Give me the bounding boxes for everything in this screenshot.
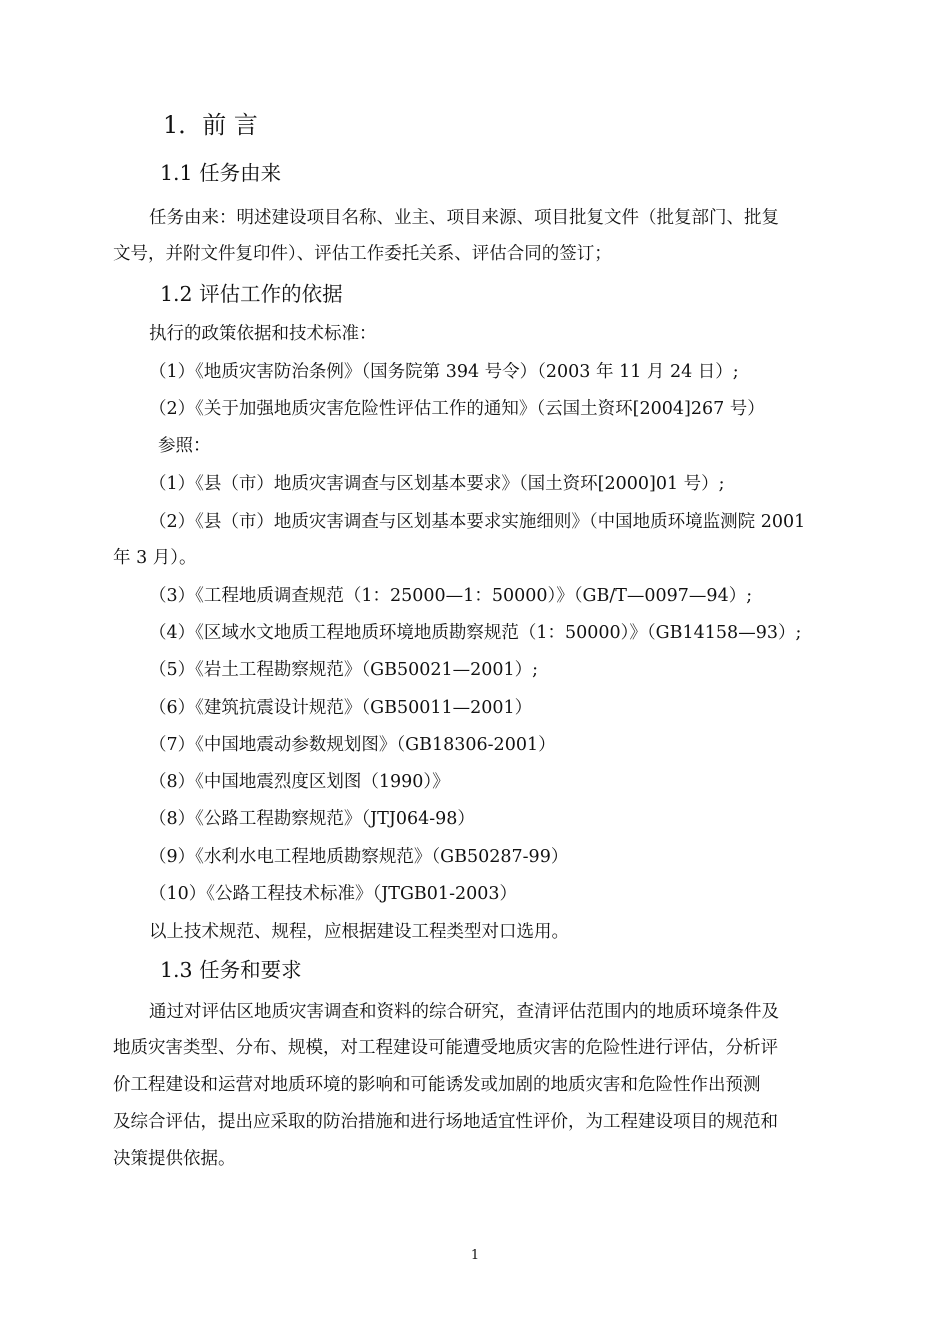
reference-item: （8）《公路工程勘察规范》（JTJ064-98）: [149, 809, 475, 829]
policy-item: （2）《关于加强地质灾害危险性评估工作的通知》（云国土资环[2004]267 号）: [149, 399, 765, 419]
paragraph-line: 通过对评估区地质灾害调查和资料的综合研究，查清评估范围内的地质环境条件及: [149, 1002, 779, 1022]
paragraph-line: 文号，并附文件复印件）、评估工作委托关系、评估合同的签订；: [113, 244, 612, 264]
chapter-heading: 1．前 言: [163, 111, 258, 139]
paragraph-line: 价工程建设和运营对地质环境的影响和可能诱发或加剧的地质灾害和危险性作出预测: [113, 1075, 761, 1095]
paragraph-line: 及综合评估，提出应采取的防治措施和进行场地适宜性评价，为工程建设项目的规范和: [113, 1112, 778, 1132]
paragraph-line: 以上技术规范、规程，应根据建设工程类型对口选用。: [149, 922, 569, 942]
reference-label: 参照：: [158, 436, 211, 456]
reference-item: （2）《县（市）地质灾害调查与区划基本要求实施细则》（中国地质环境监测院 2001: [149, 512, 806, 532]
reference-item-continuation: 年 3 月）。: [113, 548, 197, 568]
reference-item: （5）《岩土工程勘察规范》（GB50021—2001）;: [149, 660, 539, 680]
reference-item: （10）《公路工程技术标准》（JTGB01-2003）: [149, 884, 518, 904]
reference-item: （9）《水利水电工程地质勘察规范》（GB50287-99）: [149, 847, 569, 867]
paragraph-line: 地质灾害类型、分布、规模，对工程建设可能遭受地质灾害的危险性进行评估，分析评: [113, 1038, 778, 1058]
section-heading-1-1: 1.1 任务由来: [160, 161, 282, 185]
reference-item: （1）《县（市）地质灾害调查与区划基本要求》（国土资环[2000]01 号）;: [149, 474, 725, 494]
paragraph-line: 决策提供依据。: [113, 1149, 236, 1169]
paragraph-line: 执行的政策依据和技术标准：: [149, 324, 377, 344]
reference-item: （6）《建筑抗震设计规范》（GB50011—2001）: [149, 698, 533, 718]
reference-item: （3）《工程地质调查规范（1：25000—1：50000）》（GB/T—0097—94）;: [149, 586, 753, 606]
reference-item: （7）《中国地震动参数规划图》（GB18306-2001）: [149, 735, 556, 755]
section-heading-1-3: 1.3 任务和要求: [160, 958, 302, 982]
policy-item: （1）《地质灾害防治条例》（国务院第 394 号令）（2003 年 11 月 24 日）;: [149, 362, 739, 382]
section-heading-1-2: 1.2 评估工作的依据: [160, 282, 343, 306]
reference-item: （4）《区域水文地质工程地质环境地质勘察规范（1：50000）》（GB14158—93）;: [149, 623, 802, 643]
page-number: 1: [470, 1248, 480, 1263]
reference-item: （8）《中国地震烈度区划图（1990）》: [149, 772, 450, 792]
paragraph-line: 任务由来：明述建设项目名称、业主、项目来源、项目批复文件（批复部门、批复: [149, 208, 779, 228]
